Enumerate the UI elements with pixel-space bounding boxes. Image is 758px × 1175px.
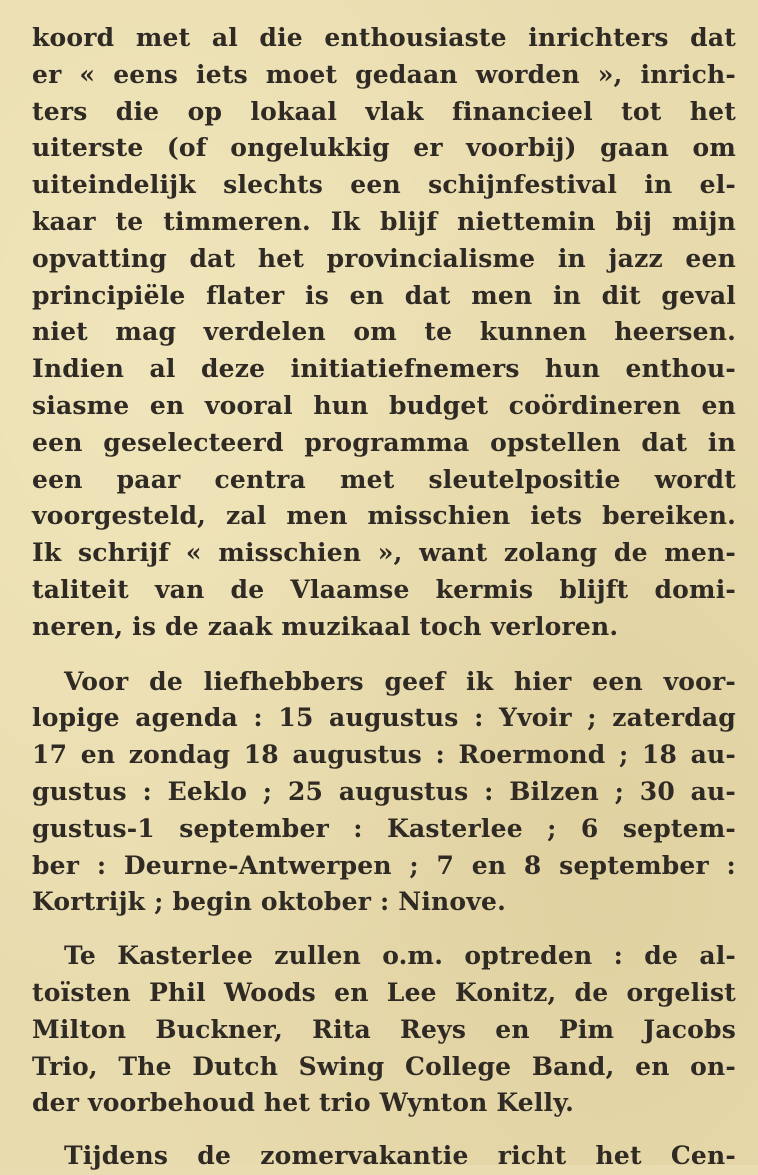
text-line: ters die op lokaal vlak financieel tot het bbox=[32, 96, 736, 126]
text-line: Milton Buckner, Rita Reys en Pim Jacobs bbox=[32, 1014, 736, 1044]
text-line: lopige agenda : 15 augustus : Yvoir ; zaterdag bbox=[32, 703, 736, 733]
text-line: een geselecteerd programma opstellen dat in bbox=[32, 427, 736, 457]
text-line: uiteindelijk slechts een schijnfestival in el- bbox=[32, 170, 736, 200]
paragraph-summer-vacation bbox=[32, 1138, 736, 1175]
paragraph-kasterlee-lineup bbox=[32, 938, 736, 1122]
text-line: Kortrijk ; begin oktober : Ninove. bbox=[32, 887, 507, 917]
text-line: koord met al die enthousiaste inrichters dat bbox=[32, 23, 736, 52]
text-line: toïsten Phil Woods en Lee Konitz, de orgelist bbox=[32, 977, 736, 1007]
text-line: Tijdens de zomervakantie richt het Cen- bbox=[64, 1141, 736, 1171]
text-line: niet mag verdelen om te kunnen heersen. bbox=[32, 317, 736, 347]
text-line: Te Kasterlee zullen o.m. optreden : de al- bbox=[64, 941, 736, 971]
text-line: gustus-1 september : Kasterlee ; 6 septem- bbox=[32, 813, 736, 843]
paragraph-agenda bbox=[32, 664, 736, 922]
text-line: principiële flater is en dat men in dit geval bbox=[32, 280, 736, 310]
text-line: der voorbehoud het trio Wynton Kelly. bbox=[32, 1088, 575, 1118]
text-line: ber : Deurne-Antwerpen ; 7 en 8 september : bbox=[32, 850, 736, 880]
text-line: er « eens iets moet gedaan worden », inrich- bbox=[32, 59, 736, 89]
text-line: kaar te timmeren. Ik blijf niettemin bij mijn bbox=[32, 206, 736, 236]
text-line: siasme en vooral hun budget coördineren en bbox=[32, 390, 736, 420]
text-line: opvatting dat het provincialisme in jazz een bbox=[32, 243, 736, 273]
paragraph-festival-critique bbox=[32, 20, 736, 646]
text-line: taliteit van de Vlaamse kermis blijft domi- bbox=[32, 574, 736, 604]
text-line: een paar centra met sleutelpositie wordt bbox=[32, 464, 736, 494]
text-line: gustus : Eeklo ; 25 augustus : Bilzen ; 30 au- bbox=[32, 776, 736, 806]
text-line: 17 en zondag 18 augustus : Roermond ; 18 au- bbox=[32, 740, 736, 770]
text-line: uiterste (of ongelukkig er voorbij) gaan om bbox=[32, 133, 736, 163]
text-line: Ik schrijf « misschien », want zolang de men- bbox=[32, 538, 736, 568]
text-line: Indien al deze initiatiefnemers hun enthou- bbox=[32, 354, 736, 384]
text-line: neren, is de zaak muzikaal toch verloren. bbox=[32, 611, 619, 641]
text-line: Voor de liefhebbers geef ik hier een voor- bbox=[64, 666, 736, 696]
text-line: voorgesteld, zal men misschien iets bereiken. bbox=[32, 501, 736, 531]
text-line: Trio, The Dutch Swing College Band, en on- bbox=[32, 1051, 736, 1081]
